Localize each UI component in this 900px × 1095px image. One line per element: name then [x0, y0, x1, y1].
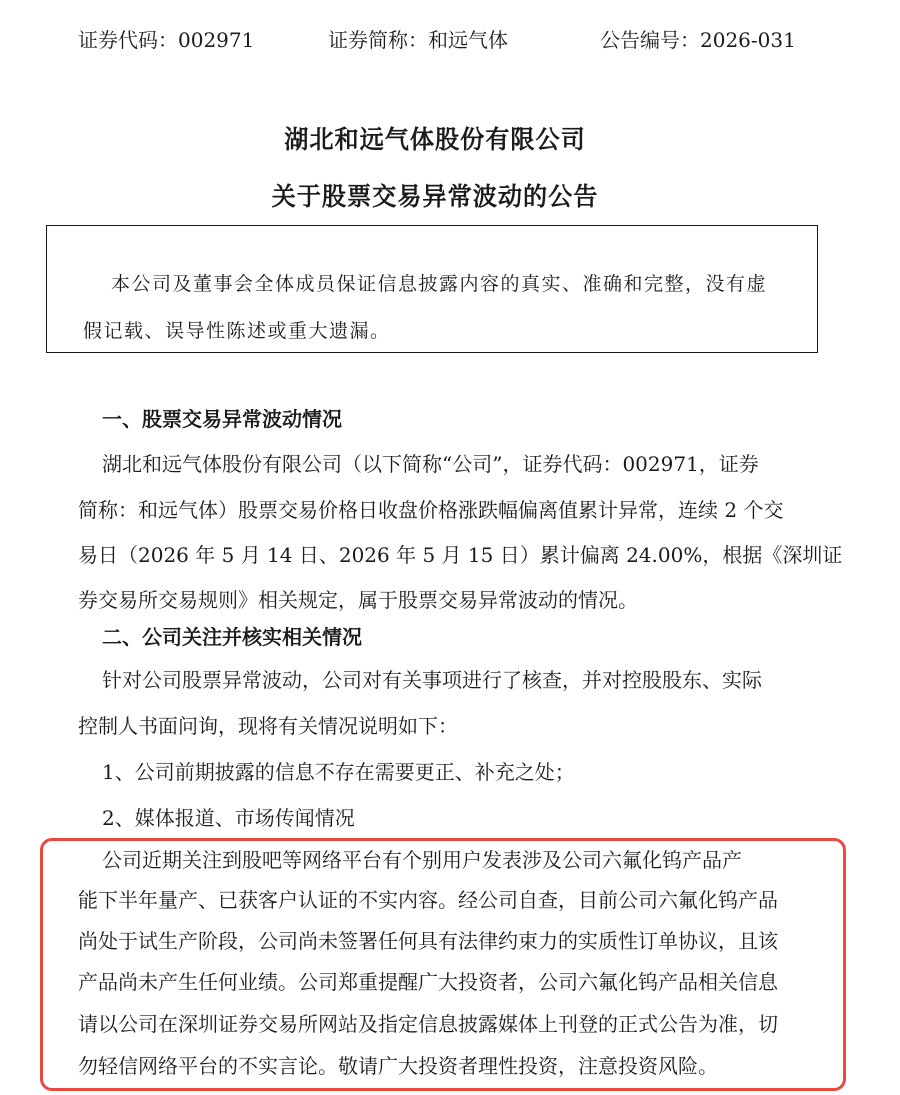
- notice-number: 公告编号：2026-031: [600, 28, 796, 52]
- list-item: 1、公司前期披露的信息不存在需要更正、补充之处；: [102, 760, 575, 784]
- paragraph-line: 简称：和远气体）股票交易价格日收盘价格涨跌幅偏离值累计异常，连续 2 个交: [78, 498, 784, 522]
- list-item: 2、媒体报道、市场传闻情况: [102, 806, 355, 830]
- paragraph-line: 控制人书面问询，现将有关情况说明如下：: [78, 714, 458, 738]
- announcement-subject: 关于股票交易异常波动的公告: [271, 182, 599, 211]
- highlighted-line: 尚处于试生产阶段，公司尚未签署任何具有法律约束力的实质性订单协议，且该: [78, 929, 778, 953]
- paragraph-line: 湖北和远气体股份有限公司（以下简称“公司”，证券代码：002971，证券: [102, 452, 759, 476]
- statement-line-1: 本公司及董事会全体成员保证信息披露内容的真实、准确和完整，没有虚: [111, 273, 768, 295]
- section-2-heading: 二、公司关注并核实相关情况: [102, 625, 362, 649]
- paragraph-line: 易日（2026 年 5 月 14 日、2026 年 5 月 15 日）累计偏离 24.00%，根据《深圳证: [78, 543, 843, 567]
- announcement-header: [78, 24, 818, 56]
- board-statement-box: [46, 225, 818, 353]
- stock-code: 证券代码：002971: [78, 28, 255, 52]
- paragraph-line: 针对公司股票异常波动，公司对有关事项进行了核查，并对控股股东、实际: [102, 668, 762, 692]
- highlighted-line: 产品尚未产生任何业绩。公司郑重提醒广大投资者，公司六氟化钨产品相关信息: [78, 970, 778, 994]
- highlighted-line: 公司近期关注到股吧等网络平台有个别用户发表涉及公司六氟化钨产品产: [102, 848, 742, 872]
- highlighted-line: 能下半年量产、已获客户认证的不实内容。经公司自查，目前公司六氟化钨产品: [78, 888, 778, 912]
- highlighted-line: 勿轻信网络平台的不实言论。敬请广大投资者理性投资，注意投资风险。: [78, 1054, 718, 1078]
- highlighted-line: 请以公司在深圳证券交易所网站及指定信息披露媒体上刊登的正式公告为准，切: [78, 1012, 778, 1036]
- stock-abbreviation: 证券简称：和远气体: [328, 28, 508, 52]
- section-1-heading: 一、股票交易异常波动情况: [102, 407, 342, 431]
- company-title: 湖北和远气体股份有限公司: [284, 125, 586, 154]
- statement-line-2: 假记载、误导性陈述或重大遗漏。: [83, 320, 391, 342]
- paragraph-line: 券交易所交易规则》相关规定，属于股票交易异常波动的情况。: [78, 588, 638, 612]
